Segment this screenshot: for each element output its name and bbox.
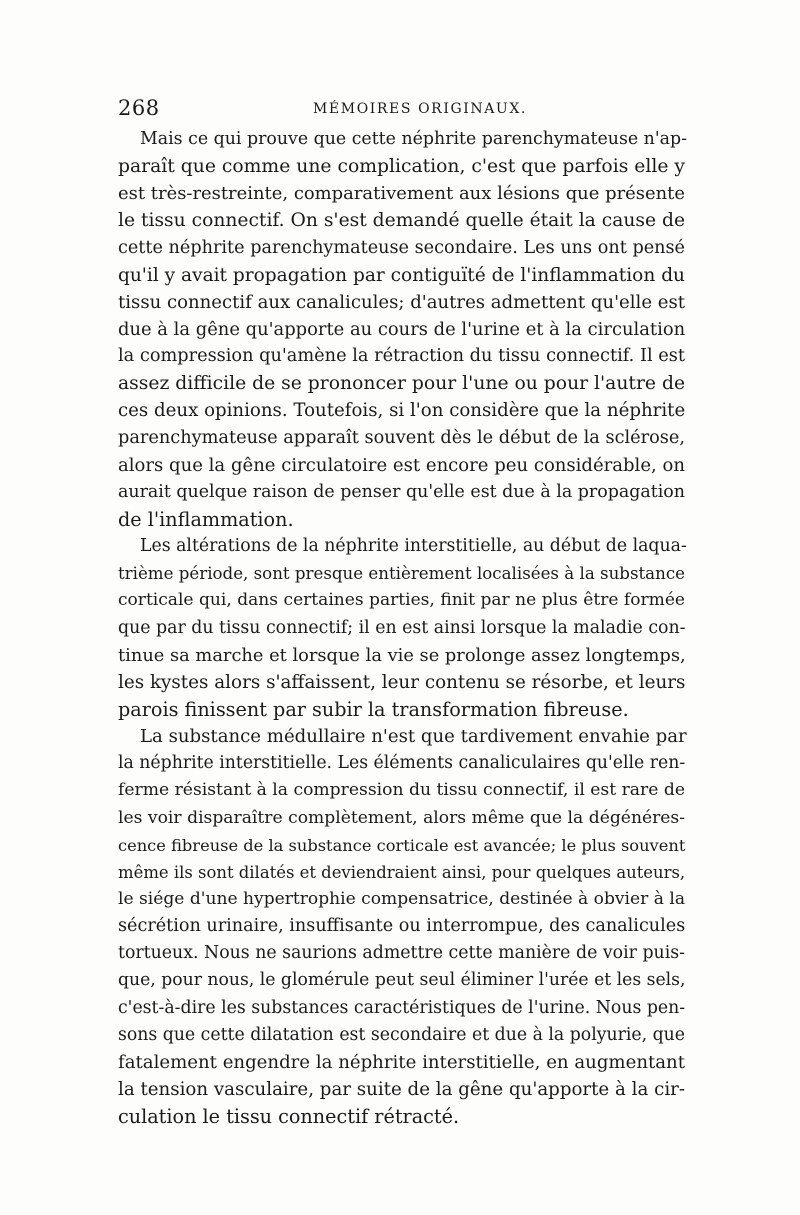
text-line: aurait quelque raison de penser qu'elle est due à la propagation bbox=[118, 481, 685, 502]
text-line: tinue sa marche et lorsque la vie se prolonge assez longtemps, bbox=[118, 644, 686, 666]
paragraph bbox=[118, 533, 685, 723]
text-line: ces deux opinions. Toutefois, si l'on considère que la néphrite bbox=[118, 400, 686, 422]
text-line: que, pour nous, le glomérule peut seul éliminer l'urée et les sels, bbox=[118, 970, 686, 991]
text-line: cette néphrite parenchymateuse secondaire. Les uns ont pensé bbox=[118, 237, 685, 258]
text-line: Mais ce qui prouve que cette néphrite parenchymateuse n'ap- bbox=[140, 129, 687, 149]
text-line: le siége d'une hypertrophie compensatrice, destinée à obvier à la bbox=[118, 888, 685, 909]
text-line: fatalement engendre la néphrite interstitielle, en augmentant bbox=[118, 1051, 685, 1073]
text-line: ferme résistant à la compression du tissu connectif, il est rare de bbox=[118, 780, 685, 801]
text-line: assez difficile de se prononcer pour l'une ou pour l'autre de bbox=[118, 373, 686, 395]
text-line: tissu connectif aux canalicules; d'autres admettent qu'elle est bbox=[118, 291, 686, 313]
text-line: La substance médullaire n'est que tardivement envahie par bbox=[140, 726, 687, 748]
text-line: que par du tissu connectif; il en est ainsi lorsque la maladie con- bbox=[118, 617, 686, 638]
text-line: trième période, sont presque entièrement localisées à la substance bbox=[118, 564, 685, 584]
text-line: même ils sont dilatés et deviendraient ainsi, pour quelques auteurs, bbox=[118, 862, 686, 882]
text-line: Les altérations de la néphrite interstitielle, au début de laqua- bbox=[140, 536, 687, 557]
text-line: culation le tissu connectif rétracté. bbox=[118, 1105, 460, 1129]
text-line: est très-restreinte, comparativement aux lésions que présente bbox=[118, 183, 685, 205]
page-number: 268 bbox=[118, 96, 160, 120]
text-line: paraît que comme une complication, c'est que parfois elle y bbox=[118, 156, 685, 178]
text-line: la compression qu'amène la rétraction du tissu connectif. Il est bbox=[118, 346, 685, 367]
text-line: parenchymateuse apparaît souvent dès le début de la sclérose, bbox=[118, 427, 685, 448]
text-line: le tissu connectif. On s'est demandé quelle était la cause de bbox=[118, 210, 686, 232]
text-line: cence fibreuse de la substance corticale est avancée; le plus souvent bbox=[118, 835, 686, 855]
paragraph bbox=[118, 126, 685, 533]
text-line: due à la gêne qu'apporte au cours de l'urine et à la circulation bbox=[118, 318, 686, 340]
text-line: les voir disparaître complètement, alors même que la dégénéres- bbox=[118, 807, 685, 828]
text-line: la néphrite interstitielle. Les éléments canaliculaires qu'elle ren- bbox=[118, 753, 686, 774]
text-line: parois finissent par subir la transformation fibreuse. bbox=[118, 697, 629, 721]
text-line: les kystes alors s'affaissent, leur contenu se résorbe, et leurs bbox=[118, 671, 686, 693]
text-line: qu'il y avait propagation par contiguïté de l'inflammation du bbox=[118, 264, 685, 286]
body-text bbox=[118, 126, 685, 1130]
text-line: corticale qui, dans certaines parties, finit par ne plus être formée bbox=[118, 590, 685, 611]
text-line: la tension vasculaire, par suite de la gêne qu'apporte à la cir- bbox=[118, 1078, 685, 1100]
paragraph bbox=[118, 723, 685, 1130]
text-line: c'est-à-dire les substances caractéristiques de l'urine. Nous pen- bbox=[118, 997, 686, 1018]
text-line: de l'inflammation. bbox=[118, 507, 294, 531]
running-title: MÉMOIRES ORIGINAUX. bbox=[313, 101, 527, 117]
running-head bbox=[118, 96, 685, 122]
text-line: sécrétion urinaire, insuffisante ou interrompue, des canalicules bbox=[118, 916, 686, 937]
text-line: tortueux. Nous ne saurions admettre cette manière de voir puis- bbox=[118, 943, 685, 964]
text-line: sons que cette dilatation est secondaire et due à la polyurie, que bbox=[118, 1024, 685, 1045]
text-line: alors que la gêne circulatoire est encore peu considérable, on bbox=[118, 454, 685, 476]
